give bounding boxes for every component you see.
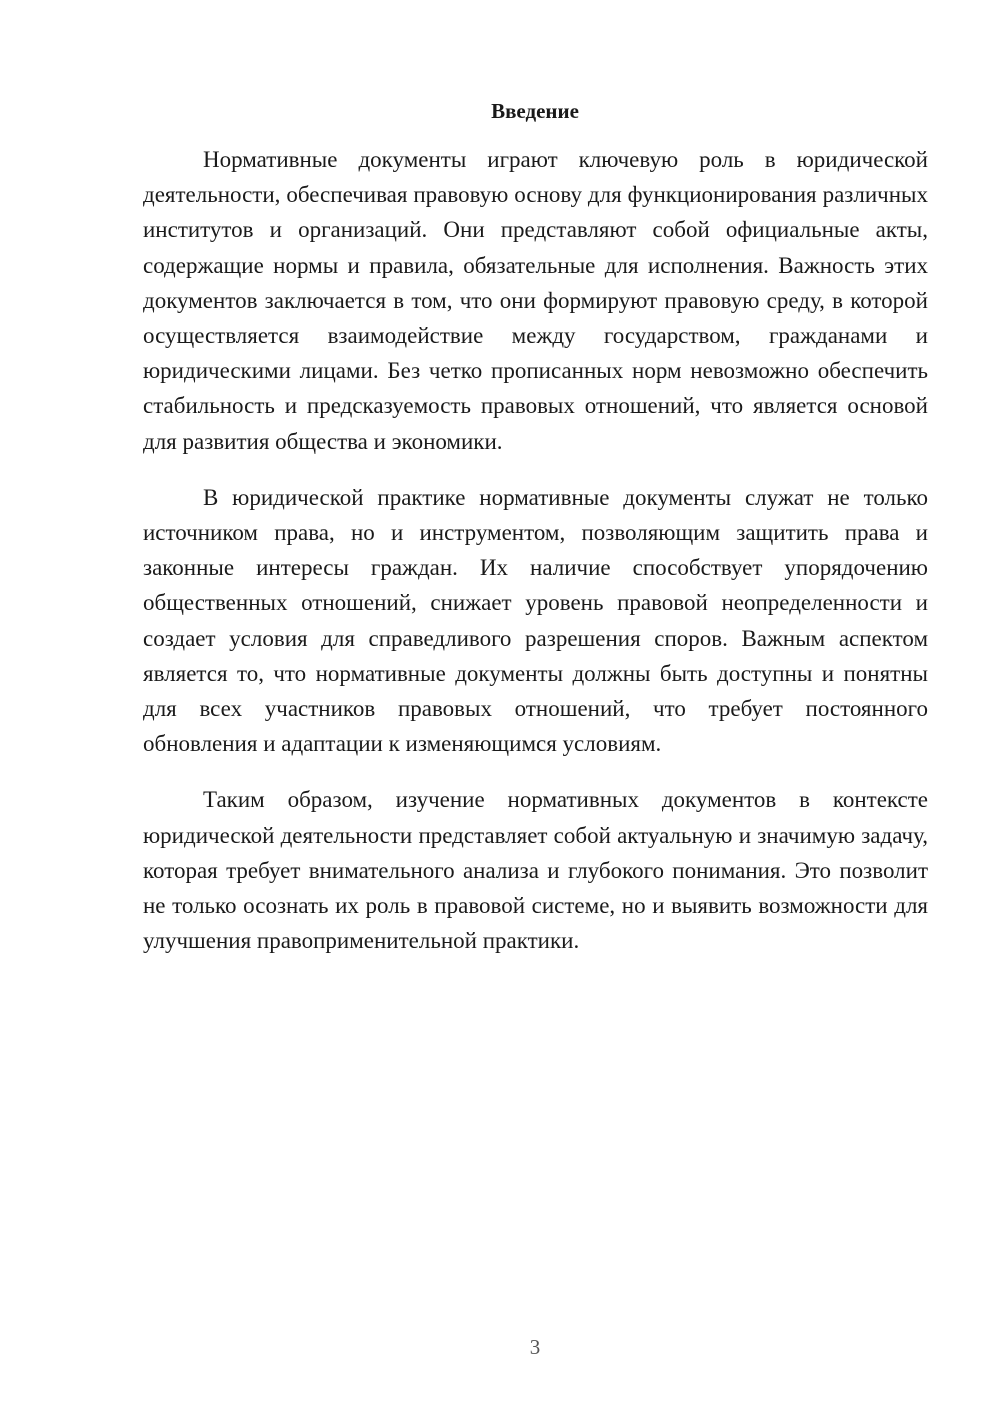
paragraph-2: В юридической практике нормативные документы служат не только источником права, но и инструментом, позволяющим защитить права и законные интересы граждан. Их наличие способствует упорядочению общественных отношений, снижает уровень правовой неопределенности и создает условия для справедливого разрешения споров. Важным аспектом является то, что нормативные документы должны быть доступны и понятны для всех участников правовых отношений, что требует постоянного обновления и адаптации к изменяющимся условиям. <box>143 484 928 757</box>
paragraph-1: Нормативные документы играют ключевую роль в юридической деятельности, обеспечивая правовую основу для функционирования различных институтов и организаций. Они представляют собой официальные акты, содержащие нормы и правила, обязательные для исполнения. Важность этих документов заключается в том, что они формируют правовую среду, в которой осуществляется взаимодействие между государством, гражданами и юридическими лицами. Без четко прописанных норм невозможно обеспечить стабильность и предсказуемость правовых отношений, что является основой для развития общества и экономики. <box>143 147 928 454</box>
page-number: 3 <box>529 1335 541 1359</box>
paragraph-3: Таким образом, изучение нормативных документов в контексте юридической деятельности представляет собой актуальную и значимую задачу, которая требует внимательного анализа и глубокого понимания. Это позволит не только осознать их роль в правовой системе, но и выявить возможности для улучшения правоприменительной практики. <box>143 787 928 954</box>
body-text <box>143 142 928 979</box>
section-title: Введение <box>491 99 579 123</box>
